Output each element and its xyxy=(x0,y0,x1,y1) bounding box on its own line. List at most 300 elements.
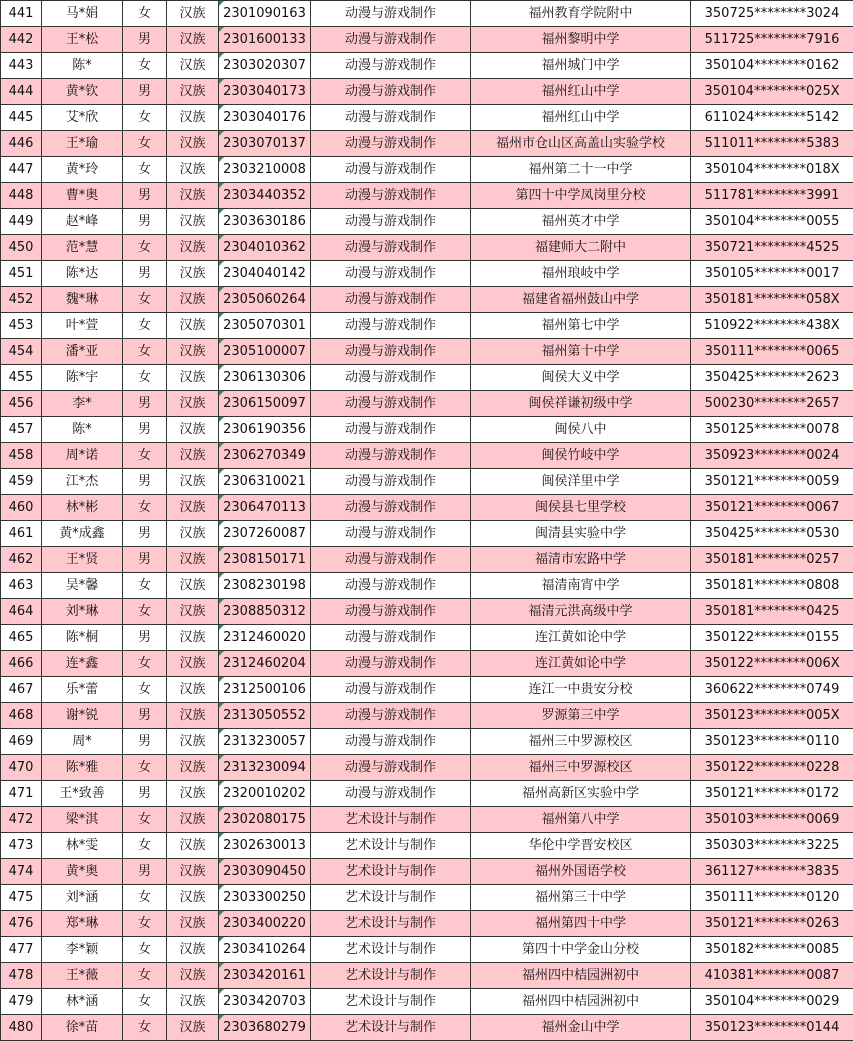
gender-cell: 男 xyxy=(123,703,167,729)
student-id-cell: 2313050552 xyxy=(219,703,311,729)
id-number-cell: 350121********0172 xyxy=(691,781,853,807)
major-cell: 动漫与游戏制作 xyxy=(311,365,471,391)
ethnicity-cell: 汉族 xyxy=(167,989,219,1015)
school-cell: 福州外国语学校 xyxy=(471,859,691,885)
student-id-cell: 2313230094 xyxy=(219,755,311,781)
id-number-cell: 500230********2657 xyxy=(691,391,853,417)
major-cell: 动漫与游戏制作 xyxy=(311,625,471,651)
ethnicity-cell: 汉族 xyxy=(167,911,219,937)
student-name-cell: 王*瑜 xyxy=(42,131,123,157)
gender-cell: 男 xyxy=(123,521,167,547)
major-cell: 动漫与游戏制作 xyxy=(311,547,471,573)
major-cell: 艺术设计与制作 xyxy=(311,937,471,963)
student-name-cell: 李* xyxy=(42,391,123,417)
ethnicity-cell: 汉族 xyxy=(167,1015,219,1041)
major-cell: 动漫与游戏制作 xyxy=(311,729,471,755)
major-cell: 动漫与游戏制作 xyxy=(311,651,471,677)
school-cell: 福清市宏路中学 xyxy=(471,547,691,573)
id-number-cell: 350181********0808 xyxy=(691,573,853,599)
major-cell: 动漫与游戏制作 xyxy=(311,53,471,79)
school-cell: 连江黄如论中学 xyxy=(471,625,691,651)
student-name-cell: 陈* xyxy=(42,53,123,79)
ethnicity-cell: 汉族 xyxy=(167,313,219,339)
ethnicity-cell: 汉族 xyxy=(167,261,219,287)
ethnicity-cell: 汉族 xyxy=(167,27,219,53)
gender-cell: 女 xyxy=(123,235,167,261)
student-name-cell: 曹*奥 xyxy=(42,183,123,209)
student-id-cell: 2302630013 xyxy=(219,833,311,859)
major-cell: 动漫与游戏制作 xyxy=(311,599,471,625)
student-id-cell: 2308230198 xyxy=(219,573,311,599)
major-cell: 动漫与游戏制作 xyxy=(311,521,471,547)
table-row xyxy=(1,209,853,235)
student-id-cell: 2308150171 xyxy=(219,547,311,573)
school-cell: 福州第二十一中学 xyxy=(471,157,691,183)
gender-cell: 女 xyxy=(123,1,167,27)
major-cell: 动漫与游戏制作 xyxy=(311,391,471,417)
school-cell: 福州红山中学 xyxy=(471,79,691,105)
gender-cell: 女 xyxy=(123,313,167,339)
gender-cell: 女 xyxy=(123,131,167,157)
id-number-cell: 350303********3225 xyxy=(691,833,853,859)
id-number-cell: 350725********3024 xyxy=(691,1,853,27)
student-id-cell: 2303300250 xyxy=(219,885,311,911)
school-cell: 福州第四十中学 xyxy=(471,911,691,937)
table-row xyxy=(1,547,853,573)
ethnicity-cell: 汉族 xyxy=(167,131,219,157)
ethnicity-cell: 汉族 xyxy=(167,521,219,547)
table-row xyxy=(1,703,853,729)
student-id-cell: 2306270349 xyxy=(219,443,311,469)
student-id-cell: 2306150097 xyxy=(219,391,311,417)
major-cell: 动漫与游戏制作 xyxy=(311,339,471,365)
major-cell: 动漫与游戏制作 xyxy=(311,209,471,235)
school-cell: 连江黄如论中学 xyxy=(471,651,691,677)
id-number-cell: 350425********2623 xyxy=(691,365,853,391)
table-row xyxy=(1,79,853,105)
school-cell: 福州四中桔园洲初中 xyxy=(471,989,691,1015)
student-id-cell: 2303440352 xyxy=(219,183,311,209)
school-cell: 福州四中桔园洲初中 xyxy=(471,963,691,989)
row-number-cell: 466 xyxy=(1,651,42,677)
id-number-cell: 350182********0085 xyxy=(691,937,853,963)
student-name-cell: 黄*钦 xyxy=(42,79,123,105)
table-row xyxy=(1,833,853,859)
id-number-cell: 350104********025X xyxy=(691,79,853,105)
school-cell: 闽侯祥谦初级中学 xyxy=(471,391,691,417)
major-cell: 艺术设计与制作 xyxy=(311,833,471,859)
row-number-cell: 467 xyxy=(1,677,42,703)
id-number-cell: 350111********0120 xyxy=(691,885,853,911)
student-name-cell: 陈*桐 xyxy=(42,625,123,651)
gender-cell: 女 xyxy=(123,53,167,79)
id-number-cell: 350121********0263 xyxy=(691,911,853,937)
major-cell: 动漫与游戏制作 xyxy=(311,131,471,157)
student-name-cell: 陈*宇 xyxy=(42,365,123,391)
school-cell: 福州高新区实验中学 xyxy=(471,781,691,807)
major-cell: 艺术设计与制作 xyxy=(311,859,471,885)
student-name-cell: 吴*馨 xyxy=(42,573,123,599)
major-cell: 动漫与游戏制作 xyxy=(311,27,471,53)
row-number-cell: 469 xyxy=(1,729,42,755)
row-number-cell: 450 xyxy=(1,235,42,261)
student-id-cell: 2320010202 xyxy=(219,781,311,807)
ethnicity-cell: 汉族 xyxy=(167,885,219,911)
table-row xyxy=(1,1,853,27)
gender-cell: 女 xyxy=(123,287,167,313)
id-number-cell: 350104********018X xyxy=(691,157,853,183)
row-number-cell: 457 xyxy=(1,417,42,443)
student-name-cell: 谢*锐 xyxy=(42,703,123,729)
id-number-cell: 350104********0029 xyxy=(691,989,853,1015)
ethnicity-cell: 汉族 xyxy=(167,183,219,209)
ethnicity-cell: 汉族 xyxy=(167,833,219,859)
major-cell: 动漫与游戏制作 xyxy=(311,261,471,287)
row-number-cell: 445 xyxy=(1,105,42,131)
table-row xyxy=(1,339,853,365)
student-id-cell: 2304040142 xyxy=(219,261,311,287)
student-name-cell: 刘*琳 xyxy=(42,599,123,625)
ethnicity-cell: 汉族 xyxy=(167,547,219,573)
row-number-cell: 442 xyxy=(1,27,42,53)
table-row xyxy=(1,261,853,287)
school-cell: 福建省福州鼓山中学 xyxy=(471,287,691,313)
row-number-cell: 456 xyxy=(1,391,42,417)
major-cell: 艺术设计与制作 xyxy=(311,885,471,911)
row-number-cell: 443 xyxy=(1,53,42,79)
student-name-cell: 陈* xyxy=(42,417,123,443)
gender-cell: 女 xyxy=(123,157,167,183)
student-id-cell: 2303410264 xyxy=(219,937,311,963)
table-row xyxy=(1,157,853,183)
ethnicity-cell: 汉族 xyxy=(167,79,219,105)
row-number-cell: 476 xyxy=(1,911,42,937)
ethnicity-cell: 汉族 xyxy=(167,781,219,807)
gender-cell: 男 xyxy=(123,209,167,235)
table-row xyxy=(1,573,853,599)
table-row xyxy=(1,989,853,1015)
student-id-cell: 2306190356 xyxy=(219,417,311,443)
student-id-cell: 2303090450 xyxy=(219,859,311,885)
row-number-cell: 470 xyxy=(1,755,42,781)
school-cell: 福清南宵中学 xyxy=(471,573,691,599)
student-name-cell: 周* xyxy=(42,729,123,755)
id-number-cell: 360622********0749 xyxy=(691,677,853,703)
student-id-cell: 2303020307 xyxy=(219,53,311,79)
id-number-cell: 350122********0155 xyxy=(691,625,853,651)
student-id-cell: 2303420703 xyxy=(219,989,311,1015)
table-row xyxy=(1,807,853,833)
ethnicity-cell: 汉族 xyxy=(167,391,219,417)
major-cell: 艺术设计与制作 xyxy=(311,1015,471,1041)
id-number-cell: 350123********005X xyxy=(691,703,853,729)
student-name-cell: 马*娟 xyxy=(42,1,123,27)
student-id-cell: 2303420161 xyxy=(219,963,311,989)
id-number-cell: 410381********0087 xyxy=(691,963,853,989)
row-number-cell: 447 xyxy=(1,157,42,183)
school-cell: 福州三中罗源校区 xyxy=(471,755,691,781)
student-name-cell: 王*贤 xyxy=(42,547,123,573)
ethnicity-cell: 汉族 xyxy=(167,495,219,521)
row-number-cell: 461 xyxy=(1,521,42,547)
student-name-cell: 潘*亚 xyxy=(42,339,123,365)
id-number-cell: 350181********0257 xyxy=(691,547,853,573)
ethnicity-cell: 汉族 xyxy=(167,105,219,131)
gender-cell: 女 xyxy=(123,495,167,521)
gender-cell: 男 xyxy=(123,417,167,443)
id-number-cell: 350122********0228 xyxy=(691,755,853,781)
student-name-cell: 刘*涵 xyxy=(42,885,123,911)
major-cell: 动漫与游戏制作 xyxy=(311,183,471,209)
row-number-cell: 446 xyxy=(1,131,42,157)
student-id-cell: 2312460204 xyxy=(219,651,311,677)
table-row xyxy=(1,183,853,209)
table-row xyxy=(1,417,853,443)
table-row xyxy=(1,911,853,937)
ethnicity-cell: 汉族 xyxy=(167,755,219,781)
table-row xyxy=(1,859,853,885)
student-id-cell: 2313230057 xyxy=(219,729,311,755)
table-row xyxy=(1,677,853,703)
ethnicity-cell: 汉族 xyxy=(167,859,219,885)
row-number-cell: 460 xyxy=(1,495,42,521)
student-name-cell: 赵*峰 xyxy=(42,209,123,235)
student-name-cell: 王*致善 xyxy=(42,781,123,807)
id-number-cell: 350425********0530 xyxy=(691,521,853,547)
student-id-cell: 2303040173 xyxy=(219,79,311,105)
student-name-cell: 林*彬 xyxy=(42,495,123,521)
student-name-cell: 黄*奥 xyxy=(42,859,123,885)
ethnicity-cell: 汉族 xyxy=(167,651,219,677)
row-number-cell: 464 xyxy=(1,599,42,625)
row-number-cell: 468 xyxy=(1,703,42,729)
gender-cell: 男 xyxy=(123,729,167,755)
id-number-cell: 350123********0110 xyxy=(691,729,853,755)
table-row xyxy=(1,287,853,313)
ethnicity-cell: 汉族 xyxy=(167,807,219,833)
gender-cell: 男 xyxy=(123,547,167,573)
table-row xyxy=(1,53,853,79)
school-cell: 罗源第三中学 xyxy=(471,703,691,729)
ethnicity-cell: 汉族 xyxy=(167,729,219,755)
student-name-cell: 黄*玲 xyxy=(42,157,123,183)
student-name-cell: 叶*萱 xyxy=(42,313,123,339)
id-number-cell: 350121********0059 xyxy=(691,469,853,495)
row-number-cell: 477 xyxy=(1,937,42,963)
row-number-cell: 479 xyxy=(1,989,42,1015)
major-cell: 动漫与游戏制作 xyxy=(311,703,471,729)
row-number-cell: 465 xyxy=(1,625,42,651)
table-row xyxy=(1,729,853,755)
row-number-cell: 454 xyxy=(1,339,42,365)
id-number-cell: 350105********0017 xyxy=(691,261,853,287)
student-id-cell: 2303040176 xyxy=(219,105,311,131)
id-number-cell: 350103********0069 xyxy=(691,807,853,833)
school-cell: 福州市仓山区高盖山实验学校 xyxy=(471,131,691,157)
student-name-cell: 王*松 xyxy=(42,27,123,53)
row-number-cell: 474 xyxy=(1,859,42,885)
major-cell: 动漫与游戏制作 xyxy=(311,443,471,469)
table-row xyxy=(1,521,853,547)
table-row xyxy=(1,781,853,807)
school-cell: 第四十中学凤岗里分校 xyxy=(471,183,691,209)
school-cell: 闽侯竹岐中学 xyxy=(471,443,691,469)
row-number-cell: 459 xyxy=(1,469,42,495)
major-cell: 动漫与游戏制作 xyxy=(311,157,471,183)
major-cell: 艺术设计与制作 xyxy=(311,963,471,989)
school-cell: 福州教育学院附中 xyxy=(471,1,691,27)
student-name-cell: 徐*苗 xyxy=(42,1015,123,1041)
table-row xyxy=(1,391,853,417)
ethnicity-cell: 汉族 xyxy=(167,677,219,703)
ethnicity-cell: 汉族 xyxy=(167,365,219,391)
row-number-cell: 462 xyxy=(1,547,42,573)
major-cell: 艺术设计与制作 xyxy=(311,911,471,937)
school-cell: 第四十中学金山分校 xyxy=(471,937,691,963)
ethnicity-cell: 汉族 xyxy=(167,573,219,599)
id-number-cell: 350104********0055 xyxy=(691,209,853,235)
student-id-cell: 2308850312 xyxy=(219,599,311,625)
table-row xyxy=(1,937,853,963)
school-cell: 福建师大二附中 xyxy=(471,235,691,261)
major-cell: 动漫与游戏制作 xyxy=(311,235,471,261)
student-name-cell: 郑*琳 xyxy=(42,911,123,937)
table-row xyxy=(1,365,853,391)
ethnicity-cell: 汉族 xyxy=(167,1,219,27)
school-cell: 福州红山中学 xyxy=(471,105,691,131)
gender-cell: 女 xyxy=(123,937,167,963)
row-number-cell: 451 xyxy=(1,261,42,287)
school-cell: 华伦中学晋安校区 xyxy=(471,833,691,859)
row-number-cell: 449 xyxy=(1,209,42,235)
student-name-cell: 陈*达 xyxy=(42,261,123,287)
student-name-cell: 王*薇 xyxy=(42,963,123,989)
student-id-cell: 2306130306 xyxy=(219,365,311,391)
school-cell: 福州黎明中学 xyxy=(471,27,691,53)
table-row xyxy=(1,235,853,261)
row-number-cell: 463 xyxy=(1,573,42,599)
major-cell: 动漫与游戏制作 xyxy=(311,781,471,807)
student-id-cell: 2303680279 xyxy=(219,1015,311,1041)
id-number-cell: 511011********5383 xyxy=(691,131,853,157)
student-name-cell: 江*杰 xyxy=(42,469,123,495)
table-row xyxy=(1,1015,853,1041)
student-id-cell: 2301090163 xyxy=(219,1,311,27)
table-row xyxy=(1,885,853,911)
row-number-cell: 441 xyxy=(1,1,42,27)
gender-cell: 女 xyxy=(123,105,167,131)
student-id-cell: 2303630186 xyxy=(219,209,311,235)
major-cell: 艺术设计与制作 xyxy=(311,807,471,833)
school-cell: 福州第八中学 xyxy=(471,807,691,833)
ethnicity-cell: 汉族 xyxy=(167,599,219,625)
ethnicity-cell: 汉族 xyxy=(167,209,219,235)
student-name-cell: 林*雯 xyxy=(42,833,123,859)
id-number-cell: 511781********3991 xyxy=(691,183,853,209)
school-cell: 福清元洪高级中学 xyxy=(471,599,691,625)
ethnicity-cell: 汉族 xyxy=(167,469,219,495)
id-number-cell: 350181********058X xyxy=(691,287,853,313)
gender-cell: 男 xyxy=(123,781,167,807)
student-id-cell: 2305070301 xyxy=(219,313,311,339)
student-id-cell: 2303210008 xyxy=(219,157,311,183)
id-number-cell: 350721********4525 xyxy=(691,235,853,261)
student-id-cell: 2302080175 xyxy=(219,807,311,833)
student-id-cell: 2307260087 xyxy=(219,521,311,547)
student-id-cell: 2303400220 xyxy=(219,911,311,937)
id-number-cell: 350181********0425 xyxy=(691,599,853,625)
major-cell: 动漫与游戏制作 xyxy=(311,755,471,781)
major-cell: 动漫与游戏制作 xyxy=(311,469,471,495)
ethnicity-cell: 汉族 xyxy=(167,235,219,261)
id-number-cell: 350923********0024 xyxy=(691,443,853,469)
table-row xyxy=(1,469,853,495)
student-name-cell: 梁*淇 xyxy=(42,807,123,833)
ethnicity-cell: 汉族 xyxy=(167,287,219,313)
gender-cell: 女 xyxy=(123,599,167,625)
student-name-cell: 艾*欣 xyxy=(42,105,123,131)
id-number-cell: 511725********7916 xyxy=(691,27,853,53)
gender-cell: 女 xyxy=(123,807,167,833)
row-number-cell: 455 xyxy=(1,365,42,391)
major-cell: 动漫与游戏制作 xyxy=(311,79,471,105)
student-id-cell: 2312500106 xyxy=(219,677,311,703)
id-number-cell: 611024********5142 xyxy=(691,105,853,131)
row-number-cell: 472 xyxy=(1,807,42,833)
school-cell: 福州琅岐中学 xyxy=(471,261,691,287)
row-number-cell: 480 xyxy=(1,1015,42,1041)
student-name-cell: 林*涵 xyxy=(42,989,123,1015)
id-number-cell: 350123********0144 xyxy=(691,1015,853,1041)
student-id-cell: 2305060264 xyxy=(219,287,311,313)
student-name-cell: 魏*琳 xyxy=(42,287,123,313)
table-row xyxy=(1,443,853,469)
gender-cell: 女 xyxy=(123,677,167,703)
school-cell: 福州三中罗源校区 xyxy=(471,729,691,755)
ethnicity-cell: 汉族 xyxy=(167,443,219,469)
gender-cell: 女 xyxy=(123,339,167,365)
student-id-cell: 2304010362 xyxy=(219,235,311,261)
id-number-cell: 350125********0078 xyxy=(691,417,853,443)
school-cell: 闽侯大义中学 xyxy=(471,365,691,391)
gender-cell: 男 xyxy=(123,859,167,885)
id-number-cell: 510922********438X xyxy=(691,313,853,339)
student-id-cell: 2306310021 xyxy=(219,469,311,495)
id-number-cell: 350121********0067 xyxy=(691,495,853,521)
gender-cell: 女 xyxy=(123,911,167,937)
id-number-cell: 350104********0162 xyxy=(691,53,853,79)
student-id-cell: 2312460020 xyxy=(219,625,311,651)
gender-cell: 女 xyxy=(123,833,167,859)
row-number-cell: 458 xyxy=(1,443,42,469)
table-row xyxy=(1,495,853,521)
row-number-cell: 478 xyxy=(1,963,42,989)
student-name-cell: 李*颖 xyxy=(42,937,123,963)
major-cell: 动漫与游戏制作 xyxy=(311,105,471,131)
major-cell: 动漫与游戏制作 xyxy=(311,417,471,443)
school-cell: 福州第七中学 xyxy=(471,313,691,339)
row-number-cell: 444 xyxy=(1,79,42,105)
student-name-cell: 周*诺 xyxy=(42,443,123,469)
table-row xyxy=(1,131,853,157)
student-id-cell: 2301600133 xyxy=(219,27,311,53)
table-row xyxy=(1,625,853,651)
table-row xyxy=(1,755,853,781)
gender-cell: 女 xyxy=(123,365,167,391)
gender-cell: 女 xyxy=(123,755,167,781)
ethnicity-cell: 汉族 xyxy=(167,417,219,443)
table-row xyxy=(1,105,853,131)
